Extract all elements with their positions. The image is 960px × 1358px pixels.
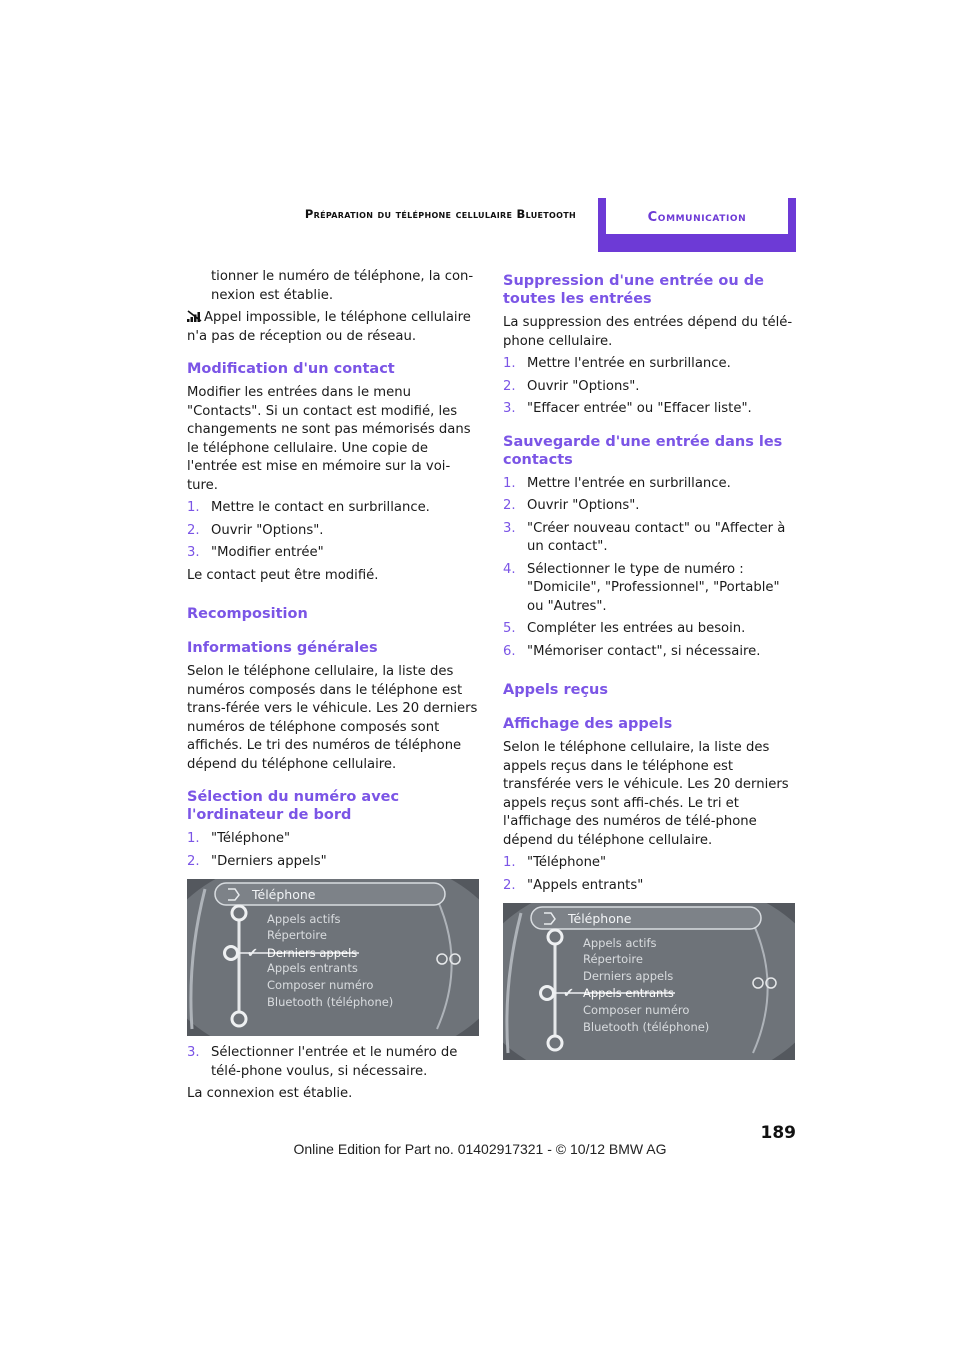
sauvegarde-steps [503, 475, 795, 662]
running-header-section: Préparation du téléphone cellulaire Bluetooth [304, 207, 576, 221]
list-item [503, 620, 795, 639]
footer-edition: Online Edition for Part no. 01402917321 - © 10/12 BMW AG [293, 1141, 667, 1157]
step-number: 1. [503, 855, 516, 870]
step-text: "Derniers appels" [211, 853, 327, 869]
menu-title: Téléphone [568, 911, 632, 926]
list-item [503, 561, 795, 617]
step-number: 4. [503, 561, 516, 577]
step-number: 3. [503, 401, 516, 416]
step-text: Compléter les entrées au besoin. [527, 621, 746, 636]
menu-item: Appels entrants [267, 961, 358, 975]
selection-result: La connexion est établie. [187, 1086, 353, 1101]
suppression-text: La suppression des entrées dépend du télé-phone cellulaire. [503, 315, 793, 349]
heading-sauvegarde: Sauvegarde d'une entrée dans les contacts [503, 433, 783, 468]
modification-text: Modifier les entrées dans le menu "Contacts". Si un contact est modifié, les changements ne sont pas mémorisés dans le téléphone cellulaire. Une copie de l'entrée est mise en mémoire sur la voi-ture. [187, 385, 471, 493]
menu-item: Répertoire [267, 928, 327, 942]
selection-step-3 [187, 1044, 479, 1081]
heading-appels-recus: Appels reçus [503, 682, 608, 698]
no-signal-icon [187, 310, 202, 322]
suppression-steps [503, 355, 795, 419]
list-item [187, 544, 479, 563]
list-item [187, 830, 479, 849]
affichage-steps [503, 854, 795, 895]
step-text: Ouvrir "Options". [527, 378, 640, 394]
step-text: "Effacer entrée" ou "Effacer liste". [527, 401, 752, 416]
step-text: Ouvrir "Options". [211, 522, 324, 538]
list-item [503, 854, 795, 873]
step-text: "Téléphone" [211, 831, 291, 846]
continued-text: tionner le numéro de téléphone, la con-nexion est établie. [211, 269, 474, 303]
heading-selection: Sélection du numéro avec l'ordinateur de bord [187, 789, 400, 823]
list-item [187, 1044, 479, 1081]
modification-steps [187, 499, 479, 563]
step-number: 1. [187, 500, 200, 515]
check-icon: ✔ [247, 946, 258, 961]
list-item [503, 400, 795, 419]
list-item [503, 643, 795, 662]
check-icon: ✔ [563, 986, 574, 1001]
list-item [503, 497, 795, 516]
menu-item: Appels actifs [583, 936, 657, 950]
step-number: 2. [187, 522, 200, 538]
affichage-text: Selon le téléphone cellulaire, la liste des appels reçus dans le téléphone est transférée vers le véhicule. Les 20 derniers appels reçus sont affi-chés. Le tri et l'affichage des numéros de télé-phone dépend du téléphone cellulaire. [503, 740, 789, 848]
list-item [503, 378, 795, 397]
menu-item-selected: Appels entrants [583, 986, 674, 1000]
step-number: 1. [503, 475, 516, 491]
menu-item: Bluetooth (téléphone) [267, 995, 394, 1009]
list-item [187, 499, 479, 518]
modification-result: Le contact peut être modifié. [187, 567, 379, 583]
call-impossible-text: Appel impossible, le téléphone cellulaire n'a pas de réception ou de réseau. [187, 310, 471, 344]
step-number: 2. [503, 877, 516, 893]
step-text: Sélectionner l'entrée et le numéro de télé-phone voulus, si nécessaire. [211, 1045, 458, 1079]
step-number: 6. [503, 643, 516, 659]
left-column [187, 268, 479, 1108]
menu-item: Derniers appels [583, 969, 674, 983]
step-text: Mettre le contact en surbrillance. [211, 500, 430, 515]
chapter-title: Communication [606, 198, 788, 234]
list-item [503, 520, 795, 557]
menu-item: Bluetooth (téléphone) [583, 1020, 710, 1034]
screen-derniers-appels [187, 879, 479, 1036]
selection-steps [187, 830, 479, 871]
step-text: Mettre l'entrée en surbrillance. [527, 356, 731, 371]
heading-affichage: Affichage des appels [503, 716, 673, 732]
heading-suppression: Suppression d'une entrée ou de toutes les entrées [503, 273, 764, 307]
list-item [187, 853, 479, 872]
step-text: Ouvrir "Options". [527, 498, 640, 513]
step-text: "Mémoriser contact", si nécessaire. [527, 643, 761, 659]
page-number: 189 [760, 1123, 796, 1143]
step-number: 3. [187, 1045, 200, 1060]
step-text: Sélectionner le type de numéro : "Domicile", "Professionnel", "Portable" ou "Autres". [527, 561, 780, 614]
list-item [503, 355, 795, 374]
step-text: "Téléphone" [527, 855, 607, 870]
menu-item-selected: Derniers appels [267, 946, 358, 960]
chapter-tab [598, 198, 796, 252]
menu-item: Composer numéro [583, 1003, 690, 1017]
menu-item: Appels actifs [267, 912, 341, 926]
right-column [503, 268, 795, 1068]
step-number: 2. [503, 498, 516, 513]
step-number: 2. [187, 853, 200, 869]
step-number: 3. [503, 520, 516, 536]
general-info-text: Selon le téléphone cellulaire, la liste des numéros composés dans le téléphone est trans-férée vers le véhicule. Les 20 derniers numéros de téléphone composés sont affichés. Le tri des numéros de téléphone dépend du téléphone cellulaire. [187, 664, 478, 772]
heading-modification: Modification d'un contact [187, 361, 395, 377]
list-item [503, 877, 795, 896]
step-text: "Appels entrants" [527, 877, 644, 893]
menu-title: Téléphone [252, 887, 316, 902]
step-number: 3. [187, 545, 200, 560]
step-text: Mettre l'entrée en surbrillance. [527, 475, 731, 491]
step-number: 2. [503, 378, 516, 394]
step-number: 5. [503, 621, 516, 636]
step-text: "Modifier entrée" [211, 545, 324, 560]
step-text: "Créer nouveau contact" ou "Affecter à un contact". [527, 520, 786, 554]
heading-recomposition: Recomposition [187, 606, 308, 622]
menu-item: Répertoire [583, 952, 643, 966]
list-item [187, 522, 479, 541]
step-number: 1. [187, 831, 200, 846]
step-number: 1. [503, 356, 516, 371]
call-impossible-note [187, 309, 479, 346]
screen-appels-entrants [503, 903, 795, 1060]
menu-item: Composer numéro [267, 978, 374, 992]
heading-general-info: Informations générales [187, 640, 378, 656]
list-item [503, 475, 795, 494]
